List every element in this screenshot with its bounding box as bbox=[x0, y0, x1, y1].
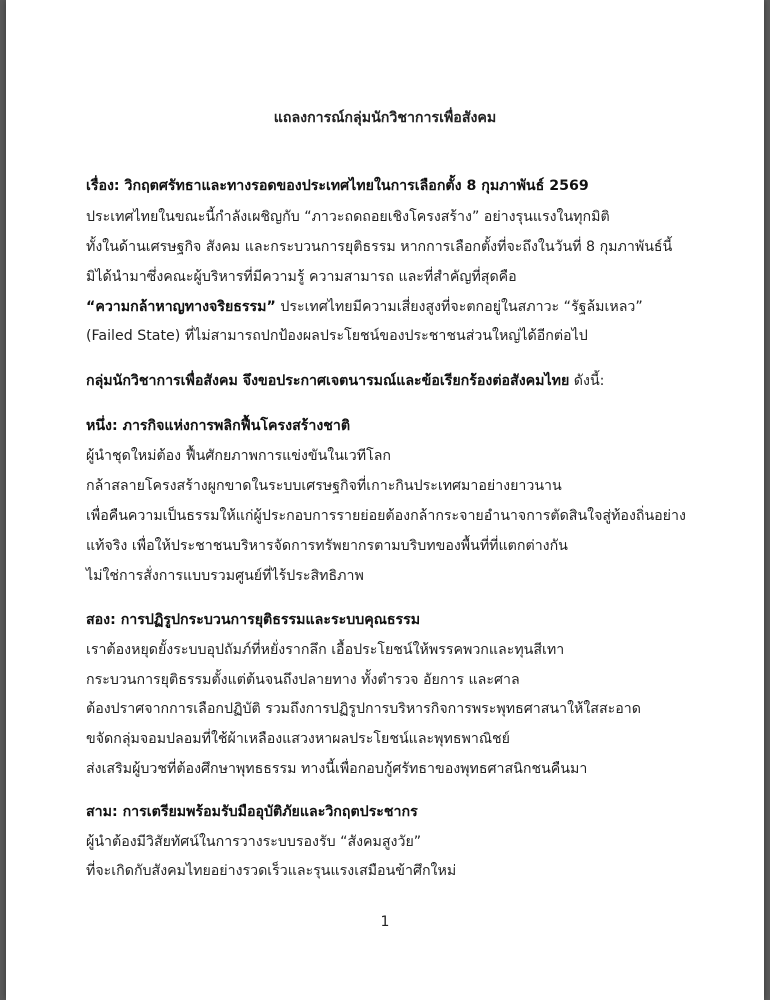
intro-line-2: ทั้งในด้านเศรษฐกิจ สังคม และกระบวนการยุติธรรม หากการเลือกตั้งที่จะถึงในวันที่ 8 กุมภาพันธ์นี้ bbox=[86, 239, 673, 255]
section-2-line-1: เราต้องหยุดยั้งระบบอุปถัมภ์ที่หยั่งรากลึก เอื้อประโยชน์ให้พรรคพวกและทุนสีเทา bbox=[86, 642, 565, 658]
section-2-heading: สอง: การปฏิรูปกระบวนการยุติธรรมและระบบคุณธรรม bbox=[86, 612, 421, 628]
intro-line-4 bbox=[86, 297, 643, 317]
section-1-line-4: แท้จริง เพื่อให้ประชาชนบริหารจัดการทรัพยากรตามบริบทของพื้นที่ที่แตกต่างกัน bbox=[86, 538, 568, 554]
section-1-line-2: กล้าสลายโครงสร้างผูกขาดในระบบเศรษฐกิจที่เกาะกินประเทศมาอย่างยาวนาน bbox=[86, 478, 562, 494]
section-2-line-5: ส่งเสริมผู้บวชที่ต้องศึกษาพุทธธรรม ทางนี้เพื่อกอบกู้ศรัทธาของพุทธศาสนิกชนคืนมา bbox=[86, 761, 588, 777]
intro-line-3: มิได้นำมาซึ่งคณะผู้บริหารที่มีความรู้ ความสามารถ และที่สำคัญที่สุดคือ bbox=[86, 269, 517, 285]
intro-line-5: (Failed State) ที่ไม่สามารถปกป้องผลประโยชน์ของประชาชนส่วนใหญ่ได้อีกต่อไป bbox=[86, 328, 588, 344]
section-3-heading: สาม: การเตรียมพร้อมรับมืออุบัติภัยและวิกฤตประชากร bbox=[86, 804, 418, 820]
declaration-bold: กลุ่มนักวิชาการเพื่อสังคม จึงขอประกาศเจตนารมณ์และข้อเรียกร้องต่อสังคมไทย bbox=[86, 373, 570, 389]
section-3-line-2: ที่จะเกิดกับสังคมไทยอย่างรวดเร็วและรุนแรงเสมือนข้าศึกใหม่ bbox=[86, 863, 457, 879]
document-title: แถลงการณ์กลุ่มนักวิชาการเพื่อสังคม bbox=[273, 110, 497, 126]
page-number: 1 bbox=[380, 914, 390, 930]
section-2-line-2: กระบวนการยุติธรรมตั้งแต่ต้นจนถึงปลายทาง ทั้งตำรวจ อัยการ และศาล bbox=[86, 672, 520, 688]
section-1-line-3: เพื่อคืนความเป็นธรรมให้แก่ผู้ประกอบการรายย่อยต้องกล้ากระจายอำนาจการตัดสินใจสู่ท้องถิ่นอย่าง bbox=[86, 508, 686, 524]
moral-courage-emphasis: “ความกล้าหาญทางจริยธรรม” bbox=[86, 299, 276, 315]
section-3-line-1: ผู้นำต้องมีวิสัยทัศน์ในการวางระบบรองรับ “สังคมสูงวัย” bbox=[86, 834, 422, 850]
section-1-line-5: ไม่ใช่การสั่งการแบบรวมศูนย์ที่ไร้ประสิทธิภาพ bbox=[86, 568, 364, 584]
declaration-line bbox=[86, 371, 604, 391]
section-1-heading: หนึ่ง: ภารกิจแห่งการพลิกฟื้นโครงสร้างชาติ bbox=[86, 418, 351, 434]
declaration-rest: ดังนี้: bbox=[569, 373, 605, 389]
document-subject: เรื่อง: วิกฤตศรัทธาและทางรอดของประเทศไทยในการเลือกตั้ง 8 กุมภาพันธ์ 2569 bbox=[86, 178, 589, 194]
section-2-line-3: ต้องปราศจากการเลือกปฏิบัติ รวมถึงการปฏิรูปการบริหารกิจการพระพุทธศาสนาให้ใสสะอาด bbox=[86, 701, 641, 717]
intro-line-4-rest: ประเทศไทยมีความเสี่ยงสูงที่จะตกอยู่ในสภาวะ “รัฐล้มเหลว” bbox=[275, 299, 643, 315]
section-1-line-1: ผู้นำชุดใหม่ต้อง ฟื้นศักยภาพการแข่งขันในเวทีโลก bbox=[86, 448, 391, 464]
intro-line-1: ประเทศไทยในขณะนี้กำลังเผชิญกับ “ภาวะถดถอยเชิงโครงสร้าง” อย่างรุนแรงในทุกมิติ bbox=[86, 209, 610, 225]
section-2-line-4: ขจัดกลุ่มจอมปลอมที่ใช้ผ้าเหลืองแสวงหาผลประโยชน์และพุทธพาณิชย์ bbox=[86, 731, 510, 747]
